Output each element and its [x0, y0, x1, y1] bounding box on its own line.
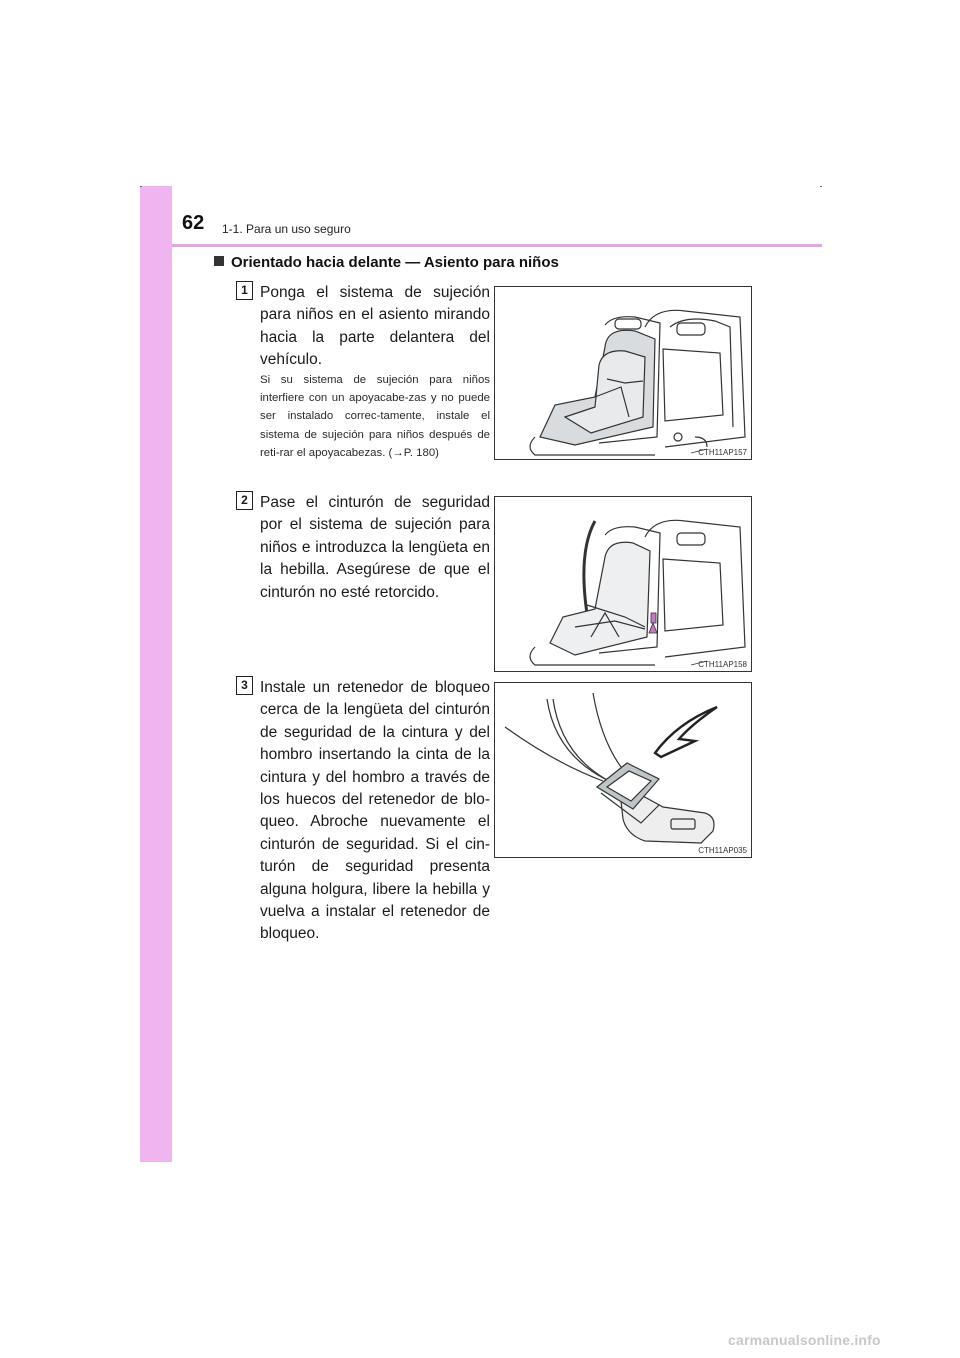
car-seat-illustration — [495, 287, 751, 459]
subheading — [214, 254, 559, 271]
arrow-icon — [655, 707, 717, 757]
watermark: carmanualsonline.info — [728, 1332, 881, 1348]
step-number-1: 1 — [236, 281, 253, 300]
figure-locking-clip — [494, 682, 752, 858]
arrow-icon — [649, 623, 657, 633]
subheading-text: Orientado hacia delante — Asiento para niños — [231, 254, 559, 271]
header-rule — [172, 244, 822, 247]
figure-label: CTH11AP035 — [698, 846, 747, 855]
figure-label: CTH11AP157 — [698, 448, 747, 457]
belt-routing-illustration — [495, 497, 751, 671]
section-title: 1-1. Para un uso seguro — [222, 222, 351, 236]
step-number-2: 2 — [236, 491, 253, 510]
step-2-text: Pase el cinturón de seguridad por el sistema de sujeción para niños e introduzca la lengüeta en la hebilla. Asegúrese de que el cinturón no esté retorcido. — [260, 494, 490, 601]
step-1-text: Ponga el sistema de sujeción para niños en el asiento mirando hacia la parte delantera del vehículo. — [260, 284, 490, 369]
step-1-note: Si su sistema de sujeción para niños interfiere con un apoyacabe-zas y no puede ser instalado correc-tamente, instale el sistema de sujeción para niños después de reti-rar el apoyacabezas. (→P. 180) — [260, 374, 490, 459]
figure-belt-routing — [494, 496, 752, 672]
crop-mark — [140, 186, 142, 187]
step-number-3: 3 — [236, 676, 253, 695]
locking-clip-illustration — [495, 683, 751, 857]
figure-forward-facing-seat — [494, 286, 752, 460]
crop-mark — [820, 186, 822, 187]
chapter-side-tab — [140, 186, 172, 1162]
figure-label: CTH11AP158 — [698, 660, 747, 669]
page-number: 62 — [182, 212, 205, 234]
step-3-text: Instale un retenedor de bloqueo cerca de la lengüeta del cinturón de seguridad de la cintura y del hombro insertando la cinta de la cintura y del hombro a través de los huecos del retenedor de blo-queo. Abroche nuevamente el cinturón de seguridad. Si el cin-turón de seguridad presenta alguna holgura, libere la hebilla y vuelva a instalar el retenedor de bloqueo. — [260, 679, 490, 943]
square-bullet-icon — [214, 256, 224, 266]
